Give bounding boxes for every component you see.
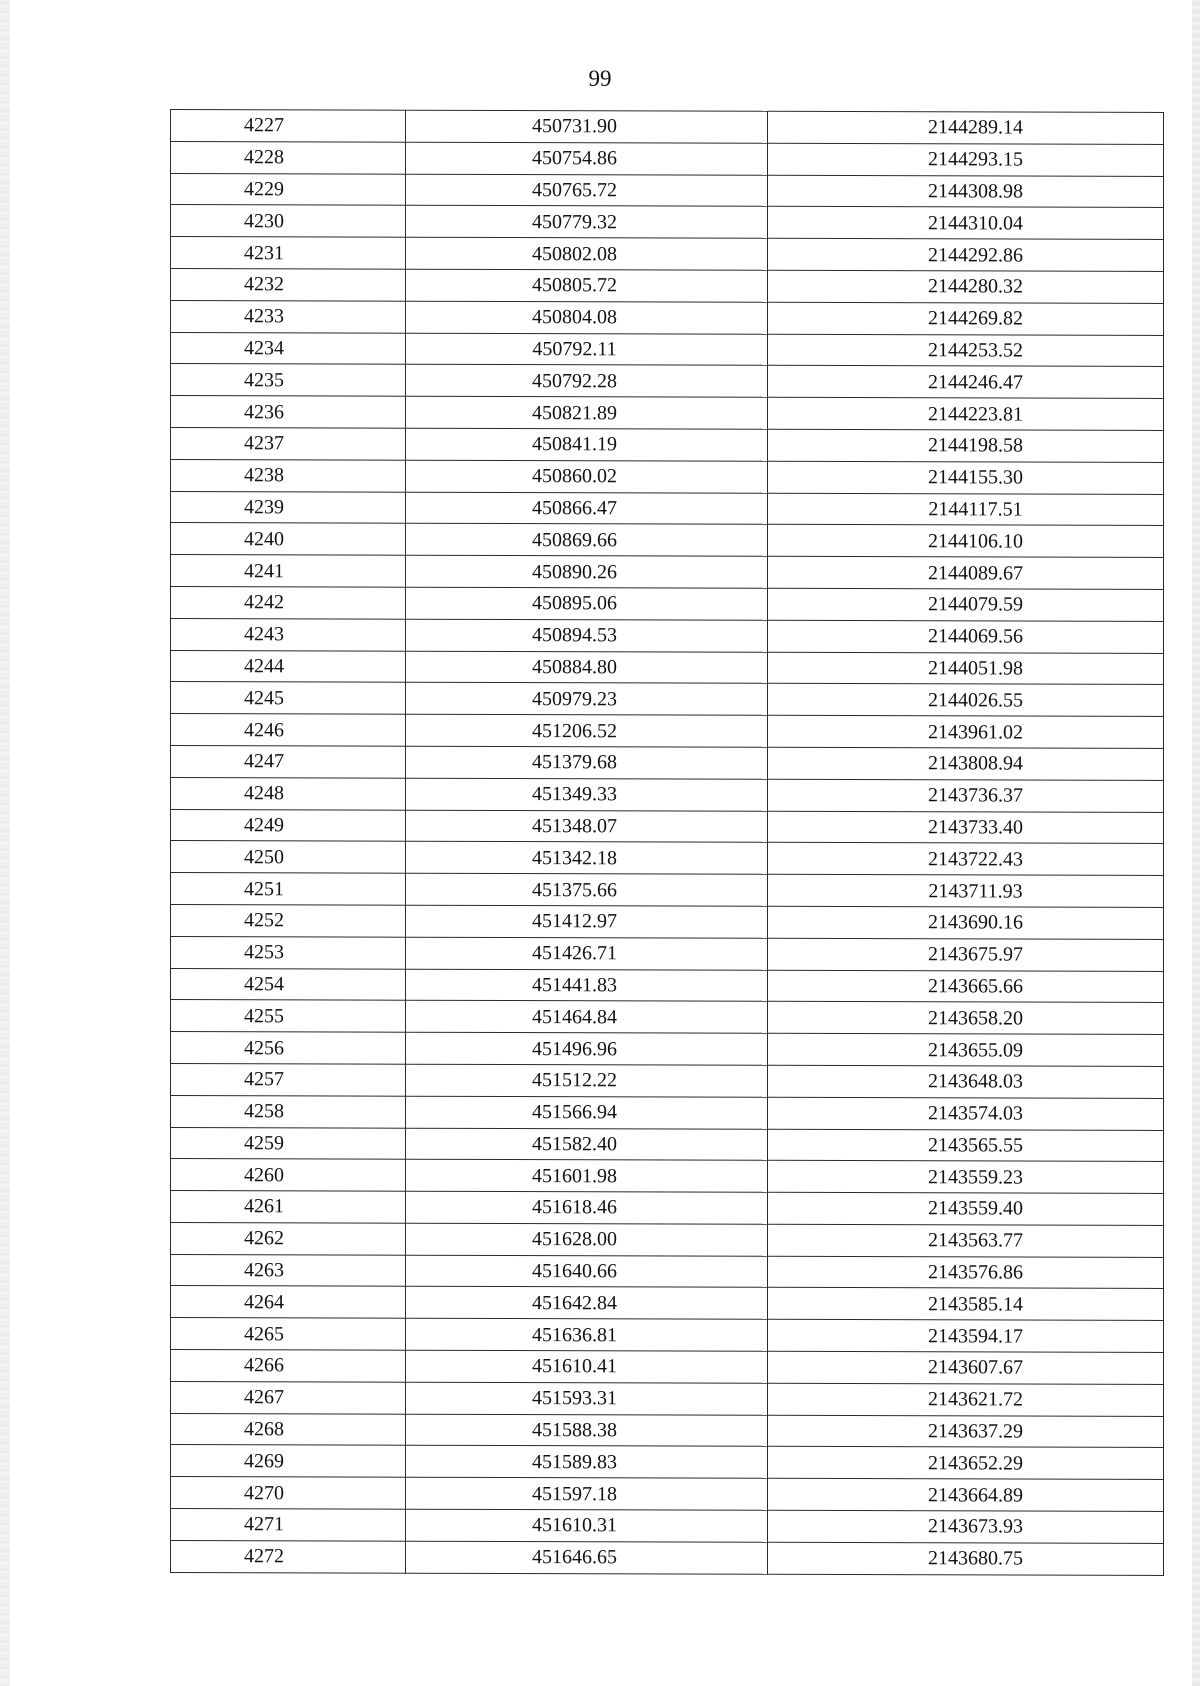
y-coordinate-cell: 2144292.86: [768, 238, 1164, 271]
y-coordinate-cell: 2143961.02: [768, 715, 1164, 748]
y-coordinate-cell: 2144269.82: [768, 302, 1164, 335]
y-coordinate-cell: 2143733.40: [768, 811, 1164, 844]
x-coordinate-cell: 450804.08: [406, 301, 768, 334]
x-coordinate-cell: 451646.65: [406, 1541, 768, 1574]
y-coordinate-cell: 2144106.10: [768, 525, 1164, 558]
x-coordinate-cell: 451582.40: [406, 1128, 768, 1161]
point-number-cell: 4233: [171, 300, 406, 332]
table-row: [171, 777, 1164, 812]
x-coordinate-cell: 450779.32: [406, 206, 768, 239]
x-coordinate-cell: 450979.23: [406, 683, 768, 716]
table-row: [171, 586, 1164, 621]
point-number-cell: 4249: [171, 809, 406, 841]
table-row: [171, 110, 1164, 145]
point-number-cell: 4230: [171, 205, 406, 237]
point-number-cell: 4257: [171, 1063, 406, 1095]
x-coordinate-cell: 451601.98: [406, 1159, 768, 1192]
table-row: [171, 396, 1164, 431]
table-row: [171, 300, 1164, 335]
coordinate-table: [170, 109, 1164, 1576]
y-coordinate-cell: 2144246.47: [768, 366, 1164, 399]
table-row: [171, 237, 1164, 272]
point-number-cell: 4227: [171, 110, 406, 142]
point-number-cell: 4256: [171, 1032, 406, 1064]
y-coordinate-cell: 2143648.03: [768, 1065, 1164, 1098]
point-number-cell: 4270: [171, 1477, 406, 1509]
y-coordinate-cell: 2143565.55: [768, 1129, 1164, 1162]
x-coordinate-cell: 451441.83: [406, 969, 768, 1002]
y-coordinate-cell: 2143574.03: [768, 1097, 1164, 1130]
point-number-cell: 4231: [171, 237, 406, 269]
y-coordinate-cell: 2143808.94: [768, 747, 1164, 780]
x-coordinate-cell: 450869.66: [406, 524, 768, 557]
table-row: [171, 841, 1164, 876]
table-row: [171, 714, 1164, 749]
point-number-cell: 4269: [171, 1445, 406, 1477]
point-number-cell: 4228: [171, 141, 406, 173]
y-coordinate-cell: 2143594.17: [768, 1320, 1164, 1353]
point-number-cell: 4272: [171, 1540, 406, 1572]
point-number-cell: 4250: [171, 841, 406, 873]
x-coordinate-cell: 451375.66: [406, 873, 768, 906]
table-row: [171, 1477, 1164, 1512]
page-number: 99: [588, 66, 612, 91]
x-coordinate-cell: 450894.53: [406, 619, 768, 652]
table-row: [171, 1413, 1164, 1448]
point-number-cell: 4258: [171, 1095, 406, 1127]
table-row: [171, 1286, 1164, 1321]
x-coordinate-cell: 451597.18: [406, 1477, 768, 1510]
table-row: [171, 1318, 1164, 1353]
y-coordinate-cell: 2143559.40: [768, 1192, 1164, 1225]
x-coordinate-cell: 451628.00: [406, 1223, 768, 1256]
x-coordinate-cell: 451589.83: [406, 1446, 768, 1479]
table-row: [171, 904, 1164, 939]
x-coordinate-cell: 451642.84: [406, 1287, 768, 1320]
point-number-cell: 4267: [171, 1381, 406, 1413]
y-coordinate-cell: 2143621.72: [768, 1383, 1164, 1416]
x-coordinate-cell: 451349.33: [406, 778, 768, 811]
table-row: [171, 873, 1164, 908]
x-coordinate-cell: 451593.31: [406, 1382, 768, 1415]
point-number-cell: 4271: [171, 1509, 406, 1541]
table-row: [171, 1445, 1164, 1480]
point-number-cell: 4236: [171, 396, 406, 428]
x-coordinate-cell: 450792.11: [406, 333, 768, 366]
x-coordinate-cell: 450895.06: [406, 587, 768, 620]
x-coordinate-cell: 451412.97: [406, 905, 768, 938]
y-coordinate-cell: 2143675.97: [768, 938, 1164, 971]
point-number-cell: 4241: [171, 555, 406, 587]
point-number-cell: 4245: [171, 682, 406, 714]
table-row: [171, 1350, 1164, 1385]
point-number-cell: 4243: [171, 618, 406, 650]
y-coordinate-cell: 2144198.58: [768, 429, 1164, 462]
y-coordinate-cell: 2143563.77: [768, 1224, 1164, 1257]
page-number-container: [0, 66, 1200, 92]
y-coordinate-cell: 2143652.29: [768, 1447, 1164, 1480]
x-coordinate-cell: 450866.47: [406, 492, 768, 525]
point-number-cell: 4229: [171, 173, 406, 205]
x-coordinate-cell: 451206.52: [406, 714, 768, 747]
y-coordinate-cell: 2143680.75: [768, 1542, 1164, 1575]
y-coordinate-cell: 2143607.67: [768, 1351, 1164, 1384]
point-number-cell: 4235: [171, 364, 406, 396]
table-row: [171, 1000, 1164, 1035]
table-row: [171, 1191, 1164, 1226]
x-coordinate-cell: 451566.94: [406, 1096, 768, 1129]
y-coordinate-cell: 2144308.98: [768, 175, 1164, 208]
table-row: [171, 364, 1164, 399]
table-row: [171, 682, 1164, 717]
x-coordinate-cell: 450802.08: [406, 237, 768, 270]
y-coordinate-cell: 2144223.81: [768, 397, 1164, 430]
table-row: [171, 173, 1164, 208]
x-coordinate-cell: 451610.41: [406, 1350, 768, 1383]
table-row: [171, 555, 1164, 590]
table-row: [171, 141, 1164, 176]
table-row: [171, 332, 1164, 367]
point-number-cell: 4253: [171, 936, 406, 968]
y-coordinate-cell: 2144117.51: [768, 493, 1164, 526]
point-number-cell: 4261: [171, 1191, 406, 1223]
table-row: [171, 809, 1164, 844]
point-number-cell: 4232: [171, 268, 406, 300]
point-number-cell: 4265: [171, 1318, 406, 1350]
table-row: [171, 1127, 1164, 1162]
point-number-cell: 4234: [171, 332, 406, 364]
point-number-cell: 4252: [171, 904, 406, 936]
x-coordinate-cell: 451342.18: [406, 842, 768, 875]
y-coordinate-cell: 2143576.86: [768, 1256, 1164, 1289]
point-number-cell: 4260: [171, 1159, 406, 1191]
table-row: [171, 459, 1164, 494]
point-number-cell: 4268: [171, 1413, 406, 1445]
point-number-cell: 4255: [171, 1000, 406, 1032]
coordinate-table-body: [171, 110, 1164, 1576]
x-coordinate-cell: 450765.72: [406, 174, 768, 207]
y-coordinate-cell: 2143664.89: [768, 1479, 1164, 1512]
y-coordinate-cell: 2144253.52: [768, 334, 1164, 367]
y-coordinate-cell: 2144079.59: [768, 588, 1164, 621]
table-row: [171, 1381, 1164, 1416]
y-coordinate-cell: 2143665.66: [768, 970, 1164, 1003]
x-coordinate-cell: 450890.26: [406, 555, 768, 588]
y-coordinate-cell: 2143585.14: [768, 1288, 1164, 1321]
scan-edge-right: [1192, 0, 1200, 1686]
table-row: [171, 1222, 1164, 1257]
y-coordinate-cell: 2143711.93: [768, 874, 1164, 907]
point-number-cell: 4248: [171, 777, 406, 809]
y-coordinate-cell: 2143658.20: [768, 1002, 1164, 1035]
table-row: [171, 1254, 1164, 1289]
y-coordinate-cell: 2144089.67: [768, 556, 1164, 589]
x-coordinate-cell: 450821.89: [406, 396, 768, 429]
point-number-cell: 4246: [171, 714, 406, 746]
y-coordinate-cell: 2144155.30: [768, 461, 1164, 494]
x-coordinate-cell: 451610.31: [406, 1509, 768, 1542]
point-number-cell: 4244: [171, 650, 406, 682]
point-number-cell: 4238: [171, 459, 406, 491]
table-row: [171, 650, 1164, 685]
y-coordinate-cell: 2143673.93: [768, 1510, 1164, 1543]
x-coordinate-cell: 450754.86: [406, 142, 768, 175]
point-number-cell: 4247: [171, 745, 406, 777]
x-coordinate-cell: 451512.22: [406, 1064, 768, 1097]
table-row: [171, 745, 1164, 780]
point-number-cell: 4263: [171, 1254, 406, 1286]
point-number-cell: 4264: [171, 1286, 406, 1318]
y-coordinate-cell: 2143736.37: [768, 779, 1164, 812]
y-coordinate-cell: 2143655.09: [768, 1033, 1164, 1066]
point-number-cell: 4240: [171, 523, 406, 555]
table-row: [171, 268, 1164, 303]
y-coordinate-cell: 2143637.29: [768, 1415, 1164, 1448]
point-number-cell: 4254: [171, 968, 406, 1000]
x-coordinate-cell: 450792.28: [406, 365, 768, 398]
x-coordinate-cell: 450805.72: [406, 269, 768, 302]
y-coordinate-cell: 2144069.56: [768, 620, 1164, 653]
x-coordinate-cell: 451640.66: [406, 1255, 768, 1288]
y-coordinate-cell: 2144280.32: [768, 270, 1164, 303]
y-coordinate-cell: 2144293.15: [768, 143, 1164, 176]
table-row: [171, 427, 1164, 462]
table-row: [171, 1540, 1164, 1575]
table-row: [171, 1063, 1164, 1098]
table-row: [171, 968, 1164, 1003]
x-coordinate-cell: 451464.84: [406, 1001, 768, 1034]
point-number-cell: 4251: [171, 873, 406, 905]
x-coordinate-cell: 451636.81: [406, 1318, 768, 1351]
table-row: [171, 936, 1164, 971]
y-coordinate-cell: 2144026.55: [768, 684, 1164, 717]
table-row: [171, 491, 1164, 526]
point-number-cell: 4237: [171, 427, 406, 459]
table-row: [171, 1509, 1164, 1544]
point-number-cell: 4266: [171, 1350, 406, 1382]
x-coordinate-cell: 451588.38: [406, 1414, 768, 1447]
point-number-cell: 4239: [171, 491, 406, 523]
y-coordinate-cell: 2143722.43: [768, 843, 1164, 876]
y-coordinate-cell: 2143559.23: [768, 1161, 1164, 1194]
table-row: [171, 523, 1164, 558]
table-row: [171, 1032, 1164, 1067]
point-number-cell: 4259: [171, 1127, 406, 1159]
table-row: [171, 1159, 1164, 1194]
x-coordinate-cell: 450731.90: [406, 110, 768, 143]
x-coordinate-cell: 450860.02: [406, 460, 768, 493]
y-coordinate-cell: 2143690.16: [768, 906, 1164, 939]
x-coordinate-cell: 451618.46: [406, 1191, 768, 1224]
x-coordinate-cell: 450884.80: [406, 651, 768, 684]
x-coordinate-cell: 451426.71: [406, 937, 768, 970]
x-coordinate-cell: 451379.68: [406, 746, 768, 779]
point-number-cell: 4242: [171, 586, 406, 618]
x-coordinate-cell: 450841.19: [406, 428, 768, 461]
table-row: [171, 205, 1164, 240]
table-row: [171, 618, 1164, 653]
y-coordinate-cell: 2144310.04: [768, 207, 1164, 240]
y-coordinate-cell: 2144051.98: [768, 652, 1164, 685]
point-number-cell: 4262: [171, 1222, 406, 1254]
table-row: [171, 1095, 1164, 1130]
coordinate-table-wrapper: [170, 109, 1163, 1576]
x-coordinate-cell: 451496.96: [406, 1032, 768, 1065]
scan-edge-left: [0, 0, 10, 1686]
y-coordinate-cell: 2144289.14: [768, 111, 1164, 144]
x-coordinate-cell: 451348.07: [406, 810, 768, 843]
